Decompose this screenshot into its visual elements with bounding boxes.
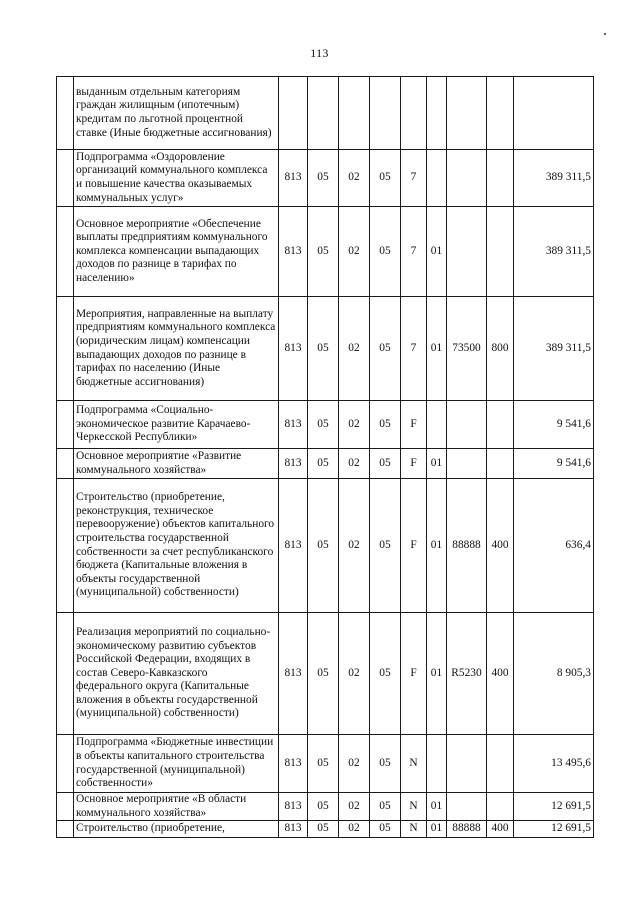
code-cell-rz: 05 [308,297,339,401]
code-cell-ved: 813 [279,297,308,401]
amount-cell: 389 311,5 [514,297,594,401]
code-cell-rz: 05 [308,479,339,613]
table-row [57,613,594,735]
table-row [57,479,594,613]
code-cell-rz: 05 [308,613,339,735]
blank-cell [57,793,74,821]
code-cell-vr [487,401,514,449]
code-cell-rz: 05 [308,735,339,793]
blank-cell [57,613,74,735]
code-cell-ved: 813 [279,793,308,821]
code-cell-c4 [447,150,487,207]
code-cell-c2: N [401,735,427,793]
code-cell-vr: 400 [487,479,514,613]
code-cell-c1: 05 [370,793,401,821]
amount-cell: 8 905,3 [514,613,594,735]
code-cell-ved: 813 [279,613,308,735]
table-row [57,297,594,401]
code-cell-pr: 02 [339,613,370,735]
code-cell-rz: 05 [308,821,339,838]
table-row [57,150,594,207]
code-cell-vr [487,77,514,150]
row-name-cell: Мероприятия, направленные на выплату предприятиям коммунального комплекса (юридическим лицам) компенсации выпадающих доходов по разнице в тарифах по населению (Иные бюджетные ассигнования) [74,297,279,401]
table-row [57,77,594,150]
code-cell-c4 [447,401,487,449]
row-name-cell: Основное мероприятие «Развитие коммунального хозяйства» [74,449,279,479]
code-cell-c3: 01 [427,821,447,838]
code-cell-c2 [401,77,427,150]
code-cell-rz: 05 [308,401,339,449]
code-cell-c2: F [401,613,427,735]
row-name-cell: Подпрограмма «Социально-экономическое развитие Карачаево-Черкесской Республики» [74,401,279,449]
budget-table [56,76,594,838]
code-cell-c3: 01 [427,613,447,735]
code-cell-c4: 88888 [447,479,487,613]
code-cell-vr [487,735,514,793]
code-cell-vr: 400 [487,821,514,838]
code-cell-rz: 05 [308,449,339,479]
code-cell-pr [339,77,370,150]
code-cell-c1: 05 [370,613,401,735]
amount-cell: 13 495,6 [514,735,594,793]
blank-cell [57,449,74,479]
code-cell-c3 [427,77,447,150]
code-cell-c1: 05 [370,150,401,207]
code-cell-pr: 02 [339,479,370,613]
code-cell-vr: 400 [487,613,514,735]
code-cell-c3 [427,401,447,449]
row-name-cell: Реализация мероприятий по социально-экономическому развитию субъектов Российской Федерации, входящих в состав Северо-Кавказского федерального округа (Капитальные вложения в объекты государственной (муниципальной) собственности) [74,613,279,735]
code-cell-ved: 813 [279,449,308,479]
code-cell-c2: F [401,479,427,613]
code-cell-c2: 7 [401,207,427,297]
amount-cell: 636,4 [514,479,594,613]
code-cell-vr [487,449,514,479]
row-name-cell: выданным отдельным категориям граждан жилищным (ипотечным) кредитам по льготной процентной ставке (Иные бюджетные ассигнования) [74,77,279,150]
code-cell-rz: 05 [308,793,339,821]
code-cell-c2: 7 [401,297,427,401]
amount-cell: 12 691,5 [514,821,594,838]
blank-cell [57,207,74,297]
table-row [57,401,594,449]
code-cell-c1: 05 [370,821,401,838]
code-cell-c1: 05 [370,401,401,449]
code-cell-ved: 813 [279,735,308,793]
table-row [57,207,594,297]
code-cell-c4 [447,449,487,479]
code-cell-c2: N [401,821,427,838]
blank-cell [57,150,74,207]
code-cell-c1: 05 [370,207,401,297]
code-cell-c4: R5230 [447,613,487,735]
row-name-cell: Строительство (приобретение, [74,821,279,838]
amount-cell: 9 541,6 [514,449,594,479]
table-row [57,449,594,479]
amount-cell: 389 311,5 [514,207,594,297]
code-cell-c3: 01 [427,793,447,821]
code-cell-ved: 813 [279,150,308,207]
code-cell-pr: 02 [339,150,370,207]
code-cell-c1: 05 [370,449,401,479]
code-cell-c2: F [401,401,427,449]
table-row [57,821,594,838]
code-cell-ved: 813 [279,207,308,297]
code-cell-c1 [370,77,401,150]
code-cell-c2: 7 [401,150,427,207]
code-cell-c2: N [401,793,427,821]
page-number: 113 [310,46,329,60]
row-name-cell: Подпрограмма «Оздоровление организаций коммунального комплекса и повышение качества оказываемых коммунальных услуг» [74,150,279,207]
scan-speck [604,33,606,35]
code-cell-pr: 02 [339,449,370,479]
amount-cell [514,77,594,150]
code-cell-c4 [447,207,487,297]
blank-cell [57,735,74,793]
code-cell-vr [487,793,514,821]
row-name-cell: Подпрограмма «Бюджетные инвестиции в объекты капитального строительства государственной (муниципальной) собственности» [74,735,279,793]
blank-cell [57,401,74,449]
code-cell-ved: 813 [279,479,308,613]
code-cell-c3: 01 [427,207,447,297]
code-cell-vr: 800 [487,297,514,401]
blank-cell [57,77,74,150]
code-cell-c3: 01 [427,479,447,613]
code-cell-c3 [427,735,447,793]
row-name-cell: Строительство (приобретение, реконструкция, техническое перевооружение) объектов капитального строительства государственной собственности за счет республиканского бюджета (Капитальные вложения в объекты государственной (муниципальной) собственности) [74,479,279,613]
code-cell-rz [308,77,339,150]
code-cell-rz: 05 [308,207,339,297]
code-cell-c1: 05 [370,735,401,793]
row-name-cell: Основное мероприятие «Обеспечение выплаты предприятиям коммунального комплекса компенсации выпадающих доходов по разнице в тарифах по населению» [74,207,279,297]
code-cell-c4 [447,735,487,793]
code-cell-ved: 813 [279,401,308,449]
table-body [57,77,594,838]
code-cell-c3: 01 [427,297,447,401]
amount-cell: 9 541,6 [514,401,594,449]
code-cell-ved [279,77,308,150]
code-cell-pr: 02 [339,207,370,297]
code-cell-c3 [427,150,447,207]
amount-cell: 12 691,5 [514,793,594,821]
code-cell-c1: 05 [370,479,401,613]
amount-cell: 389 311,5 [514,150,594,207]
code-cell-vr [487,207,514,297]
row-name-cell: Основное мероприятие «В области коммунального хозяйства» [74,793,279,821]
code-cell-c4: 73500 [447,297,487,401]
table-row [57,793,594,821]
code-cell-c4 [447,77,487,150]
code-cell-c2: F [401,449,427,479]
code-cell-pr: 02 [339,735,370,793]
code-cell-pr: 02 [339,401,370,449]
blank-cell [57,821,74,838]
code-cell-pr: 02 [339,793,370,821]
blank-cell [57,479,74,613]
code-cell-c4 [447,793,487,821]
code-cell-vr [487,150,514,207]
blank-cell [57,297,74,401]
code-cell-c4: 88888 [447,821,487,838]
code-cell-ved: 813 [279,821,308,838]
table-row [57,735,594,793]
code-cell-c1: 05 [370,297,401,401]
code-cell-pr: 02 [339,821,370,838]
code-cell-pr: 02 [339,297,370,401]
code-cell-rz: 05 [308,150,339,207]
code-cell-c3: 01 [427,449,447,479]
